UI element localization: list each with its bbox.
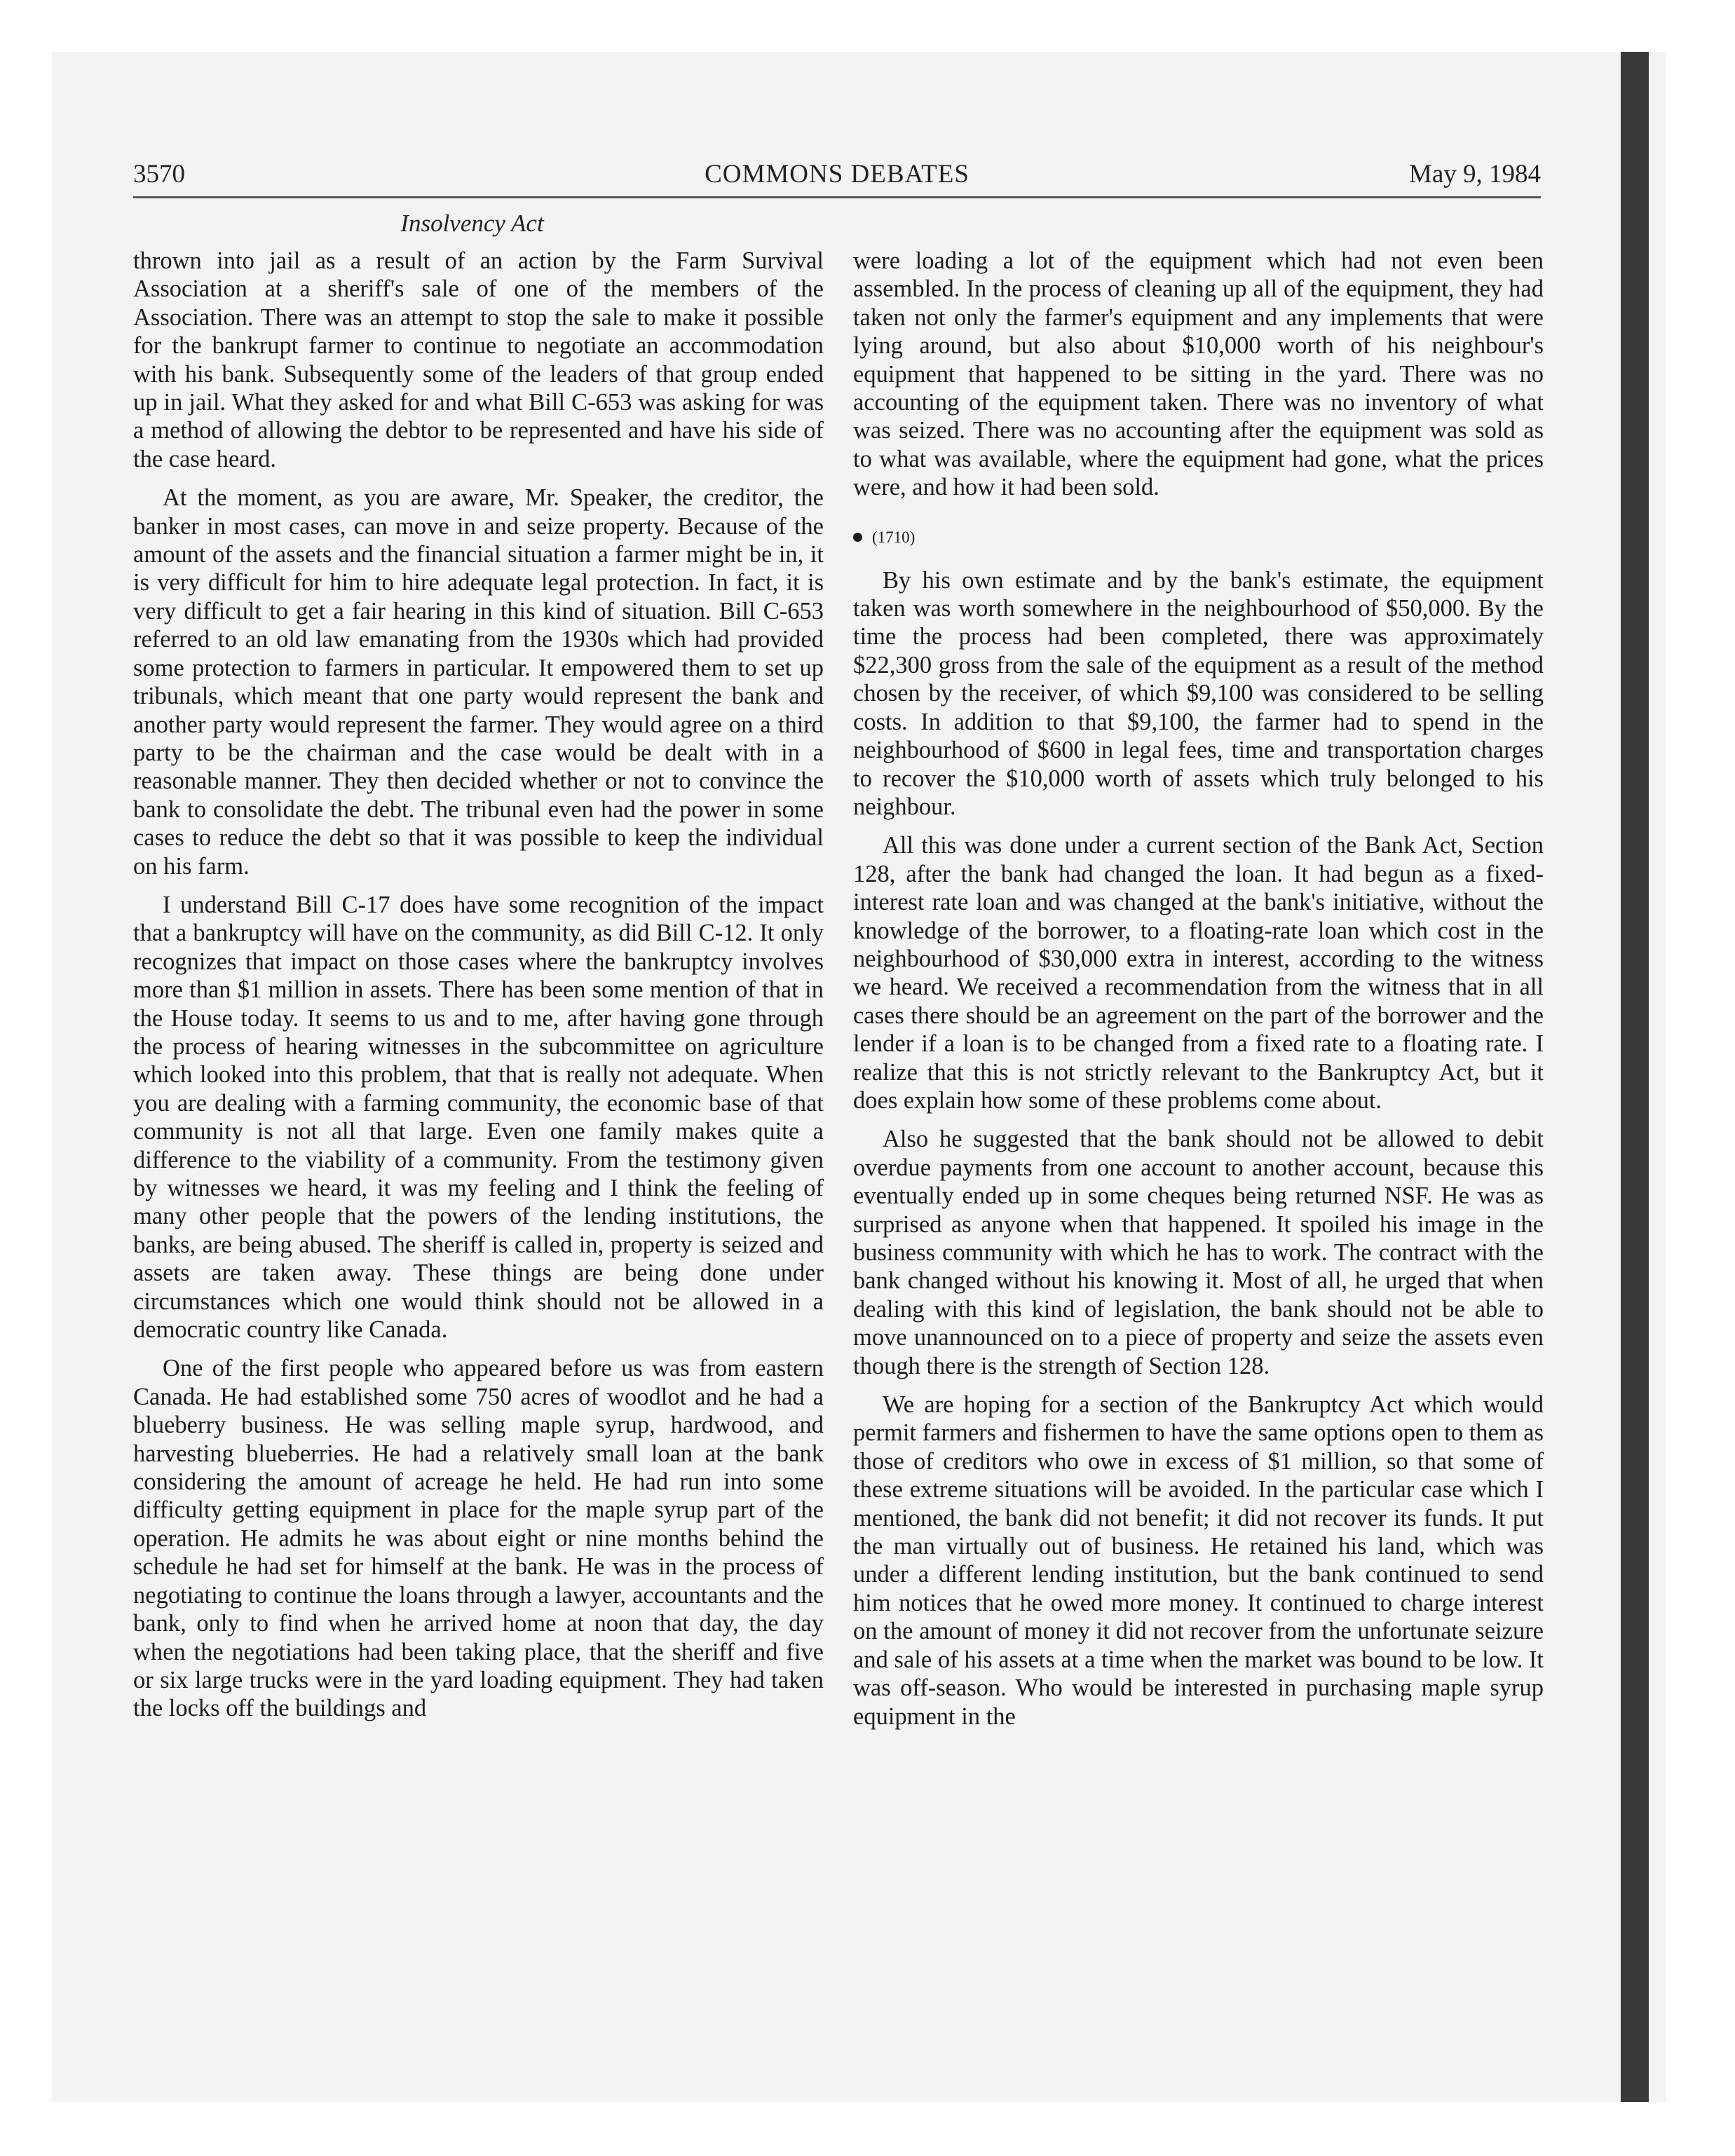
paragraph: Also he suggested that the bank should not be allowed to debit overdue payments from one account to another account, because this eventually ended up in some cheques being returned NSF. He was as surprised as anyone when that happened. It spoiled his image in the business community with which he has to work. The contract with the bank changed without his knowing it. Most of all, he urged that when dealing with this kind of legislation, the bank should not be able to move unannounced on to a piece of property and seize the assets even though there is the strength of Section 128. — [853, 1126, 1544, 1379]
publication-date: May 9, 1984 — [1408, 160, 1541, 189]
bullet-icon — [853, 533, 862, 542]
paragraph: By his own estimate and by the bank's estimate, the equipment taken was worth somewhere in the neighbourhood of $50,000. By the time the process had been completed, there was approximately $22,300 gross from the sale of the equipment as a result of the method chosen by the receiver, of which $9,100 was considered to be selling costs. In addition to that $9,100, the farmer had to spend in the neighbourhood of $600 in legal fees, time and transportation charges to recover the $10,000 worth of assets which truly belonged to his neighbour. — [853, 566, 1544, 820]
paragraph: All this was done under a current section of the Bank Act, Section 128, after the bank had changed the loan. It had begun as a fixed-interest rate loan and was changed at the bank's initiative, without the knowledge of the borrower, to a floating-rate loan which cost in the neighbourhood of $30,000 extra in interest, according to the witness we heard. We received a recommendation from the witness that in all cases there should be an agreement on the part of the borrower and the lender if a loan is to be changed from a fixed rate to a floating rate. I realize that this is not strictly relevant to the Bankruptcy Act, but it does explain how some of these problems come about. — [853, 832, 1544, 1114]
running-head: Insolvency Act — [400, 210, 544, 237]
paragraph: One of the first people who appeared before us was from eastern Canada. He had established some 750 acres of woodlot and he had a blueberry business. He was selling maple syrup, hardwood, and harvesting blueberries. He had a relatively small loan at the bank considering the amount of acreage he held. He had run into some difficulty getting equipment in place for the maple syrup part of the operation. He admits he was about eight or nine months behind the schedule he had set for himself at the bank. He was in the process of negotiating to continue the loans through a lawyer, accountants and the bank, only to find when he arrived home at noon that day, the day when the negotiations had been taking place, that the sheriff and five or six large trucks were in the yard loading equipment. They had taken the locks off the buildings and — [133, 1355, 824, 1722]
left-column — [133, 247, 824, 1733]
publication-title: COMMONS DEBATES — [705, 160, 969, 189]
page-header — [133, 158, 1541, 198]
paragraph: thrown into jail as a result of an action by the Farm Survival Association at a sheriff's sale of one of the members of the Association. There was an attempt to stop the sale to make it possible for the bankrupt farmer to continue to negotiate an accommodation with his bank. Subsequently some of the leaders of that group ended up in jail. What they asked for and what Bill C-653 was asking for was a method of allowing the debtor to be represented and have his side of the case heard. — [133, 247, 824, 472]
paragraph: I understand Bill C-17 does have some recognition of the impact that a bankruptcy will have on the community, as did Bill C-12. It only recognizes that impact on those cases where the bankruptcy involves more than $1 million in assets. There has been some mention of that in the House today. It seems to us and to me, after having gone through the process of hearing witnesses in the subcommittee on agriculture which looked into this problem, that that is really not adequate. When you are dealing with a farming community, the economic base of that community is not all that large. Even one family makes quite a difference to the viability of a community. From the testimony given by witnesses we heard, it was my feeling and I think the feeling of many other people that the powers of the lending institutions, the banks, are being abused. The sheriff is called in, property is seized and assets are taken away. These things are being done under circumstances which one would think should not be allowed in a democratic country like Canada. — [133, 891, 824, 1344]
page-number: 3570 — [133, 160, 185, 189]
right-column — [853, 247, 1544, 1741]
paragraph: At the moment, as you are aware, Mr. Speaker, the creditor, the banker in most cases, can move in and seize property. Because of the amount of the assets and the financial situation a farmer might be in, it is very difficult for him to hire adequate legal protection. In fact, it is very difficult to get a fair hearing in this kind of situation. Bill C-653 referred to an old law emanating from the 1930s which had provided some protection to farmers in particular. It empowered them to set up tribunals, which meant that one party would represent the bank and another party would represent the farmer. They would agree on a third party to be the chairman and the case would be dealt with in a reasonable manner. They then decided whether or not to convince the bank to consolidate the debt. The tribunal even had the power in some cases to reduce the debt so that it was possible to keep the individual on his farm. — [133, 484, 824, 880]
paragraph: were loading a lot of the equipment which had not even been assembled. In the process of cleaning up all of the equipment, they had taken not only the farmer's equipment and any implements that were lying around, but also about $10,000 worth of his neighbour's equipment that happened to be sitting in the yard. There was no accounting of the equipment taken. There was no inventory of what was seized. There was no accounting after the equipment was sold as to what was available, where the equipment had gone, what the prices were, and how it had been sold. — [853, 247, 1544, 501]
page-binding-edge — [1621, 52, 1649, 2102]
time-marker-text: (1710) — [872, 528, 916, 546]
time-marker — [853, 527, 1544, 548]
paragraph: We are hoping for a section of the Bankruptcy Act which would permit farmers and fishermen to have the same options open to them as those of creditors who owe in excess of $1 million, so that some of these extreme situations will be avoided. In the particular case which I mentioned, the bank did not benefit; it did not recover its funds. It put the man virtually out of business. He retained his land, which was under a different lending institution, but the bank continued to send him notices that he owed more money. It continued to charge interest on the amount of money it did not recover from the unfortunate seizure and sale of his assets at a time when the market was bound to be low. It was off-season. Who would be interested in purchasing maple syrup equipment in the — [853, 1391, 1544, 1730]
